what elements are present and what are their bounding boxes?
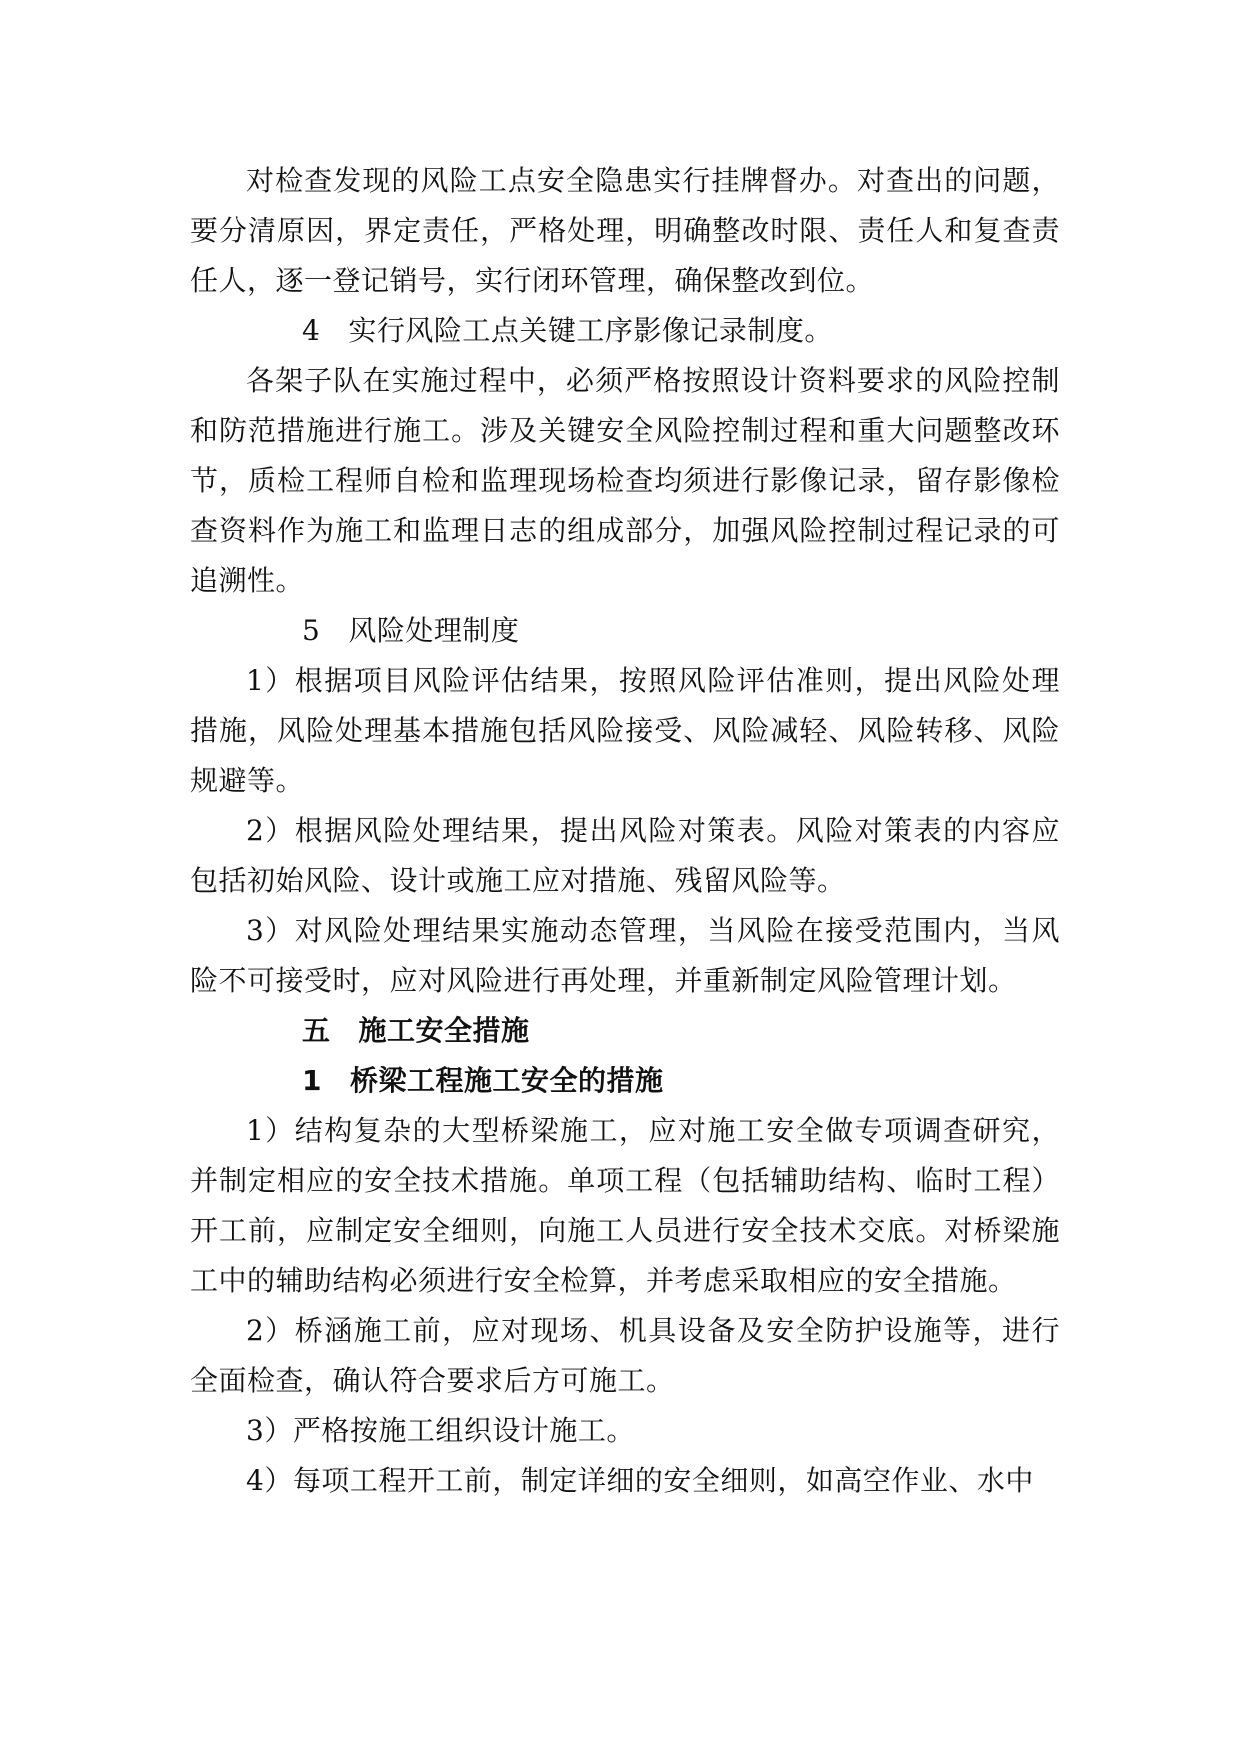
paragraph-bridge-2: 2）桥涵施工前，应对现场、机具设备及安全防护设施等，进行全面检查，确认符合要求后方可施工。 bbox=[190, 1314, 1060, 1397]
paragraph-bridge-1: 1）结构复杂的大型桥梁施工，应对施工安全做专项调查研究，并制定相应的安全技术措施。单项工程（包括辅助结构、临时工程）开工前，应制定安全细则，向施工人员进行安全技术交底。对桥梁施工中的辅助结构必须进行安全检算，并考虑采取相应的安全措施。 bbox=[190, 1114, 1060, 1297]
document-body bbox=[190, 156, 1060, 1506]
paragraph-risk-3: 3）对风险处理结果实施动态管理，当风险在接受范围内，当风险不可接受时，应对风险进行再处理，并重新制定风险管理计划。 bbox=[190, 914, 1060, 997]
heading-text: 桥梁工程施工安全的措施 bbox=[349, 1064, 664, 1097]
paragraph-risk-2: 2）根据风险处理结果，提出风险对策表。风险对策表的内容应包括初始风险、设计或施工应对措施、残留风险等。 bbox=[190, 814, 1060, 897]
item-text: 实行风险工点关键工序影像记录制度。 bbox=[348, 314, 833, 347]
item-4 bbox=[190, 306, 1060, 356]
paragraph-bridge-4: 4）每项工程开工前，制定详细的安全细则，如高空作业、水中 bbox=[246, 1464, 1034, 1497]
subsection-heading-1 bbox=[190, 1056, 1060, 1106]
heading-number: 1 bbox=[302, 1064, 322, 1097]
heading-text: 施工安全措施 bbox=[358, 1014, 530, 1047]
paragraph-hidden-danger: 对检查发现的风险工点安全隐患实行挂牌督办。对查出的问题，要分清原因，界定责任，严格处理，明确整改时限、责任人和复查责任人，逐一登记销号，实行闭环管理，确保整改到位。 bbox=[190, 164, 1060, 297]
item-text: 风险处理制度 bbox=[348, 614, 520, 647]
item-number: 5 bbox=[302, 614, 321, 647]
heading-number: 五 bbox=[302, 1014, 331, 1047]
item-5 bbox=[190, 606, 1060, 656]
paragraph-bridge-3: 3）严格按施工组织设计施工。 bbox=[246, 1414, 635, 1447]
item-number: 4 bbox=[302, 314, 321, 347]
section-heading-5 bbox=[190, 1006, 1060, 1056]
paragraph-risk-1: 1）根据项目风险评估结果，按照风险评估准则，提出风险处理措施，风险处理基本措施包括风险接受、风险减轻、风险转移、风险规避等。 bbox=[190, 664, 1060, 797]
paragraph-image-records: 各架子队在实施过程中，必须严格按照设计资料要求的风险控制和防范措施进行施工。涉及关键安全风险控制过程和重大问题整改环节，质检工程师自检和监理现场检查均须进行影像记录，留存影像检查资料作为施工和监理日志的组成部分，加强风险控制过程记录的可追溯性。 bbox=[190, 364, 1060, 597]
